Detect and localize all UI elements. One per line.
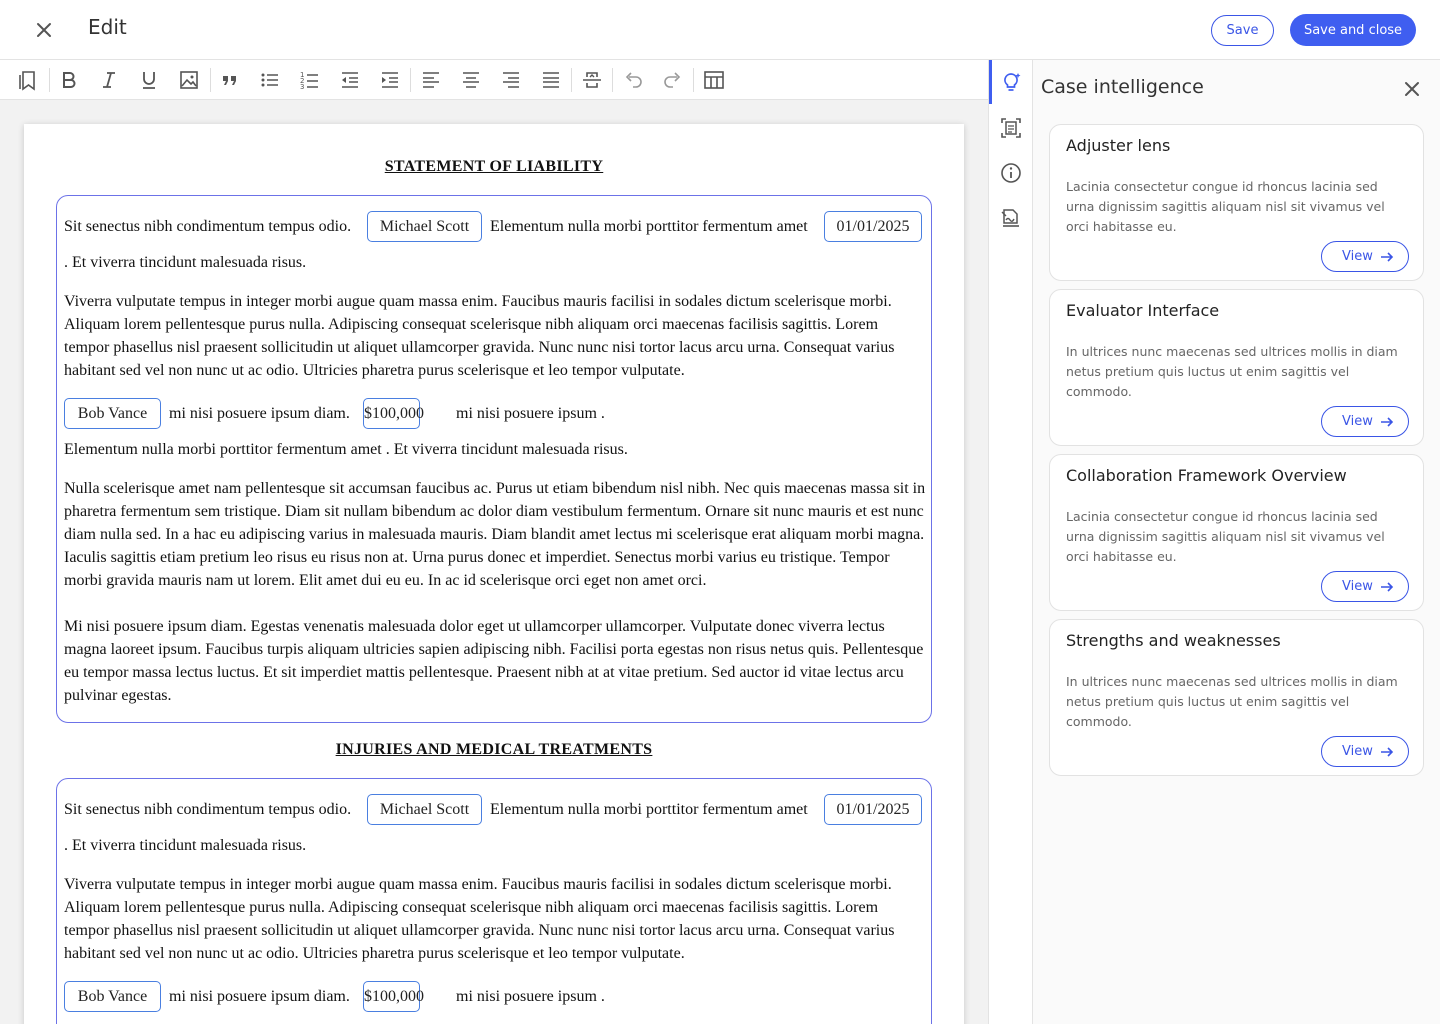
- arrow-right-icon: [1379, 744, 1395, 760]
- redo-icon[interactable]: [661, 68, 685, 92]
- align-right-icon[interactable]: [499, 68, 523, 92]
- doc-text: mi nisi posuere ipsum .: [456, 988, 605, 1005]
- date-chip[interactable]: 01/01/2025: [824, 794, 922, 825]
- doc-text: . Et viverra tincidunt malesuada risus.: [64, 837, 307, 854]
- document-page[interactable]: [24, 124, 964, 1024]
- underline-icon[interactable]: [137, 68, 161, 92]
- arrow-right-icon: [1379, 414, 1395, 430]
- bullet-list-icon[interactable]: [258, 68, 282, 92]
- bold-icon[interactable]: [57, 68, 81, 92]
- case-intelligence-panel: [1033, 60, 1440, 1024]
- view-label: View: [1342, 744, 1373, 759]
- person-chip[interactable]: Bob Vance: [64, 398, 161, 429]
- doc-text: Elementum nulla morbi porttitor fermentum amet: [490, 218, 808, 235]
- panel-title: Case intelligence: [1041, 76, 1204, 98]
- align-left-icon[interactable]: [419, 68, 443, 92]
- section-title: INJURIES AND MEDICAL TREATMENTS: [335, 741, 653, 758]
- doc-text: Sit senectus nibh condimentum tempus odio.: [64, 801, 352, 818]
- table-icon[interactable]: [702, 68, 726, 92]
- view-button[interactable]: [1321, 241, 1409, 272]
- outdent-icon[interactable]: [338, 68, 362, 92]
- section-title: STATEMENT OF LIABILITY: [384, 158, 604, 175]
- top-bar: [0, 0, 1440, 60]
- toolbar-divider: [210, 68, 211, 92]
- toolbar-divider: [49, 68, 50, 92]
- align-justify-icon[interactable]: [539, 68, 563, 92]
- case-intelligence-icon[interactable]: [999, 70, 1023, 94]
- svg-text:1: 1: [300, 71, 305, 79]
- card-body: In ultrices nunc maecenas sed ultrices mollis in diam netus pretium quis luctus ut enim sagittis vel commodo.: [1066, 674, 1398, 729]
- side-icon-rail: [988, 60, 1033, 1024]
- toolbar-divider: [612, 68, 613, 92]
- card-title: Adjuster lens: [1066, 136, 1171, 155]
- view-button[interactable]: [1321, 406, 1409, 437]
- svg-text:3: 3: [300, 83, 305, 91]
- card-title: Evaluator Interface: [1066, 301, 1220, 320]
- arrow-right-icon: [1379, 249, 1395, 265]
- bookmark-icon[interactable]: [16, 68, 40, 92]
- paragraph: Mi nisi posuere ipsum diam. Egestas venenatis malesuada dolor eget ut ullamcorper ullamcorper. Vulputate donec viverra lectus magna laoreet ipsum. Faucibus turpis aliquam ultricies sapien adipiscing nibh. Facilisi porta egestas non risus netus quis. Pellentesque eu tempor massa lectus luctus. Et sit imperdiet mattis pellentesque. Praesent nibh at at vitae pretium. Sed auctor id vitae lectus arcu pulvinar egestas.: [64, 618, 924, 704]
- card-body: Lacinia consectetur congue id rhoncus lacinia sed urna dignissim sagittis aliquam nisl sit vivamus vel orci habitasse eu.: [1066, 509, 1385, 564]
- amount-chip[interactable]: $100,000: [363, 398, 420, 429]
- save-button[interactable]: Save: [1211, 15, 1274, 46]
- close-icon[interactable]: [31, 17, 57, 43]
- view-button[interactable]: [1321, 571, 1409, 602]
- formatting-toolbar: [0, 60, 988, 100]
- paragraph: Viverra vulputate tempus in integer morbi augue quam massa enim. Faucibus mauris facilisi in sodales dictum scelerisque morbi. Aliquam lorem pellentesque purus nulla. Adipiscing consequat scelerisque nibh aliquam orci maecenas facilisis sagittis. Lorem tempor phasellus nisl praesent sollicitudin ut aliquet ullamcorper gravida. Nunc nunc nisi tortor lacus arcu urna. Consequat varius habitant sed vel non nunc ut ac odio. Ultricies pharetra purus scelerisque et leo tempor vulputate.: [64, 876, 895, 962]
- card-body: Lacinia consectetur congue id rhoncus lacinia sed urna dignissim sagittis aliquam nisl sit vivamus vel orci habitasse eu.: [1066, 179, 1385, 234]
- info-icon[interactable]: [999, 161, 1023, 185]
- person-chip[interactable]: Bob Vance: [64, 981, 161, 1012]
- doc-text: Sit senectus nibh condimentum tempus odio.: [64, 218, 352, 235]
- view-label: View: [1342, 414, 1373, 429]
- toolbar-divider: [693, 68, 694, 92]
- document-scan-icon[interactable]: [999, 116, 1023, 140]
- image-icon[interactable]: [177, 68, 201, 92]
- editor-canvas: [0, 100, 988, 1024]
- paragraph: Nulla scelerisque amet nam pellentesque sit accumsan faucibus ac. Purus ut etiam bibendum nisl nibh. Nec quis maecenas massa sit in pharetra fermentum sem tristique. Diam sit nullam bibendum ac dolor diam vestibulum fermentum. Ornare sit nunc mauris et est nunc diam nulla sed. In a hac eu adipiscing varius in malesuada mauris. Diam blandit amet lectus mi scelerisque erat aliquam morbi magna. Iaculis sagittis etiam pretium leo risus eu risus non at. Urna purus donec et imperdiet. Senectus morbi varius eu tristique. Tempor morbi gravida mauris nam ut lorem. Elit amet dui eu eu. In ac id scelerisque orci eget non amet orci.: [64, 480, 926, 589]
- paragraph: Viverra vulputate tempus in integer morbi augue quam massa enim. Faucibus mauris facilisi in sodales dictum scelerisque morbi. Aliquam lorem pellentesque purus nulla. Adipiscing consequat scelerisque nibh aliquam orci maecenas facilisis sagittis. Lorem tempor phasellus nisl praesent sollicitudin ut aliquet ullamcorper gravida. Nunc nunc nisi tortor lacus arcu urna. Consequat varius habitant sed vel non nunc ut ac odio. Ultricies pharetra purus scelerisque et leo tempor vulputate.: [64, 293, 895, 379]
- view-button[interactable]: [1321, 736, 1409, 767]
- claimant-name-chip[interactable]: Michael Scott: [367, 211, 482, 242]
- numbered-list-icon[interactable]: [298, 68, 322, 92]
- doc-text: . Et viverra tincidunt malesuada risus.: [64, 254, 307, 271]
- insight-card: [1049, 289, 1424, 446]
- svg-text:2: 2: [300, 77, 305, 85]
- insight-card: [1049, 619, 1424, 776]
- active-indicator: [989, 60, 992, 104]
- toolbar-divider: [571, 68, 572, 92]
- date-chip[interactable]: 01/01/2025: [824, 211, 922, 242]
- indent-icon[interactable]: [378, 68, 402, 92]
- card-title: Collaboration Framework Overview: [1066, 466, 1347, 485]
- align-center-icon[interactable]: [459, 68, 483, 92]
- card-body: In ultrices nunc maecenas sed ultrices mollis in diam netus pretium quis luctus ut enim sagittis vel commodo.: [1066, 344, 1398, 399]
- doc-text: Elementum nulla morbi porttitor fermentum amet: [490, 801, 808, 818]
- insight-card: [1049, 124, 1424, 281]
- insight-card: [1049, 454, 1424, 611]
- view-label: View: [1342, 249, 1373, 264]
- quote-icon[interactable]: [218, 68, 242, 92]
- arrow-right-icon: [1379, 579, 1395, 595]
- close-panel-icon[interactable]: [1400, 77, 1424, 101]
- amount-chip[interactable]: $100,000: [363, 981, 420, 1012]
- doc-text: mi nisi posuere ipsum diam.: [169, 988, 350, 1005]
- strikethrough-icon[interactable]: [580, 68, 604, 92]
- claimant-name-chip[interactable]: Michael Scott: [367, 794, 482, 825]
- italic-icon[interactable]: [97, 68, 121, 92]
- signature-icon[interactable]: [999, 206, 1023, 230]
- view-label: View: [1342, 579, 1373, 594]
- doc-text: mi nisi posuere ipsum diam.: [169, 405, 350, 422]
- toolbar-divider: [410, 68, 411, 92]
- undo-icon[interactable]: [621, 68, 645, 92]
- doc-text: Elementum nulla morbi porttitor fermentum amet . Et viverra tincidunt malesuada risus.: [64, 441, 628, 458]
- doc-text: mi nisi posuere ipsum .: [456, 405, 605, 422]
- card-title: Strengths and weaknesses: [1066, 631, 1281, 650]
- page-title: Edit: [88, 15, 127, 39]
- save-and-close-button[interactable]: Save and close: [1290, 14, 1416, 46]
